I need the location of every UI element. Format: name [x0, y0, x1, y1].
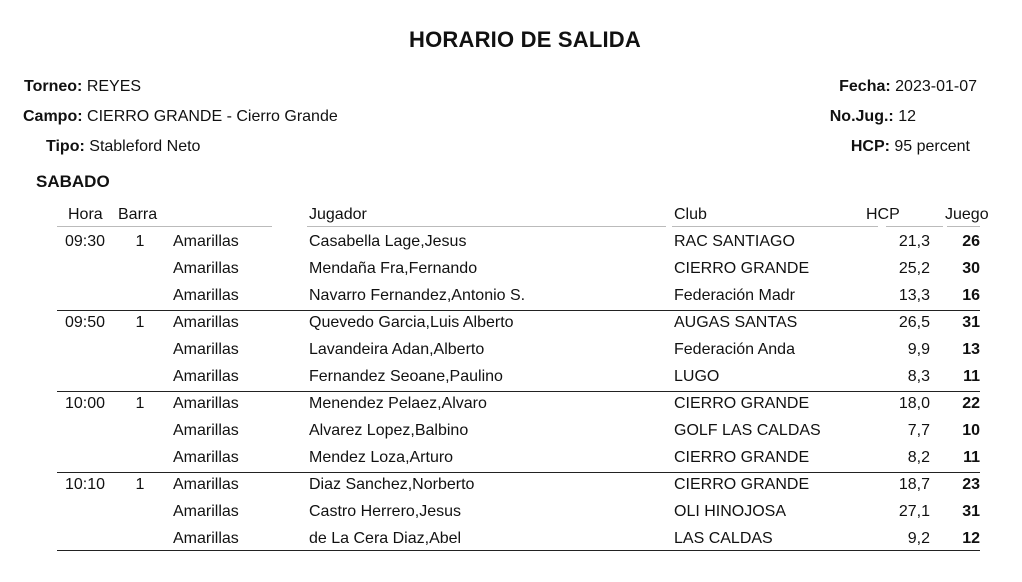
cell-hora: 09:50	[65, 314, 106, 331]
cell-jugador: de La Cera Diaz,Abel	[309, 530, 462, 547]
tipo-value: Stableford Neto	[89, 138, 201, 155]
cell-juego: 31	[962, 314, 980, 331]
table-row	[0, 255, 1022, 282]
cell-juego: 11	[963, 368, 980, 385]
cell-club: CIERRO GRANDE	[674, 395, 810, 412]
fecha-value: 2023-01-07	[895, 78, 977, 95]
table-row	[0, 228, 1022, 255]
fecha-label: Fecha:	[839, 78, 891, 95]
cell-tee: Amarillas	[173, 395, 239, 412]
cell-club: CIERRO GRANDE	[674, 260, 810, 277]
cell-hcp: 7,7	[907, 422, 930, 439]
cell-hcp: 8,3	[907, 368, 930, 385]
header-underline	[672, 226, 878, 227]
table-row	[0, 525, 1022, 552]
campo-label: Campo:	[23, 108, 83, 125]
cell-hcp: 18,7	[898, 476, 930, 493]
cell-jugador: Casabella Lage,Jesus	[309, 233, 467, 250]
campo-value: CIERRO GRANDE - Cierro Grande	[87, 108, 338, 125]
cell-barra: 1	[135, 233, 145, 250]
cell-barra: 1	[135, 476, 145, 493]
cell-hcp: 26,5	[898, 314, 930, 331]
header-underline	[886, 226, 943, 227]
col-jugador: Jugador	[309, 206, 367, 223]
cell-juego: 13	[962, 341, 980, 358]
cell-hcp: 27,1	[898, 503, 930, 520]
cell-juego: 31	[962, 503, 980, 520]
hcp-field	[851, 138, 970, 156]
cell-juego: 23	[962, 476, 980, 493]
cell-tee: Amarillas	[173, 368, 239, 385]
cell-tee: Amarillas	[173, 314, 239, 331]
cell-jugador: Fernandez Seoane,Paulino	[309, 368, 503, 385]
col-club: Club	[674, 206, 707, 223]
table-row	[0, 390, 1022, 417]
cell-hcp: 25,2	[898, 260, 930, 277]
cell-juego: 10	[962, 422, 980, 439]
fecha-field	[839, 78, 977, 96]
cell-hcp: 9,9	[907, 341, 930, 358]
cell-juego: 22	[962, 395, 980, 412]
cell-jugador: Mendaña Fra,Fernando	[309, 260, 478, 277]
cell-club: Federación Anda	[674, 341, 795, 358]
cell-club: CIERRO GRANDE	[674, 449, 810, 466]
cell-jugador: Alvarez Lopez,Balbino	[309, 422, 469, 439]
cell-juego: 12	[962, 530, 980, 547]
day-heading: SABADO	[36, 172, 110, 191]
cell-jugador: Navarro Fernandez,Antonio S.	[309, 287, 526, 304]
torneo-value: REYES	[86, 78, 142, 95]
cell-tee: Amarillas	[173, 422, 239, 439]
campo-field	[23, 108, 338, 126]
hcp-value: 95 percent	[894, 138, 970, 155]
table-row	[0, 363, 1022, 390]
cell-juego: 11	[963, 449, 980, 466]
cell-hcp: 18,0	[898, 395, 930, 412]
cell-juego: 30	[962, 260, 980, 277]
cell-tee: Amarillas	[173, 476, 239, 493]
table-bottom-border	[57, 550, 980, 551]
table-row	[0, 417, 1022, 444]
col-hora: Hora	[68, 206, 103, 223]
cell-club: LUGO	[674, 368, 720, 385]
cell-hcp: 8,2	[907, 449, 930, 466]
cell-club: Federación Madr	[674, 287, 795, 304]
tipo-label: Tipo:	[46, 138, 85, 155]
cell-tee: Amarillas	[173, 341, 239, 358]
cell-tee: Amarillas	[173, 449, 239, 466]
table-row	[0, 282, 1022, 309]
col-juego: Juego	[945, 206, 989, 223]
cell-hora: 10:00	[65, 395, 106, 412]
cell-juego: 26	[962, 233, 980, 250]
cell-hora: 09:30	[65, 233, 106, 250]
table-row	[0, 471, 1022, 498]
cell-tee: Amarillas	[173, 233, 239, 250]
table-row	[0, 309, 1022, 336]
torneo-label: Torneo:	[24, 78, 83, 95]
col-barra: Barra	[118, 206, 158, 223]
header-underline	[947, 226, 980, 227]
col-hcp: HCP	[866, 206, 900, 223]
cell-hcp: 9,2	[907, 530, 930, 547]
cell-club: CIERRO GRANDE	[674, 476, 810, 493]
cell-juego: 16	[962, 287, 980, 304]
nojug-label: No.Jug.:	[829, 108, 894, 125]
cell-barra: 1	[135, 395, 145, 412]
nojug-field	[830, 108, 916, 126]
cell-club: GOLF LAS CALDAS	[674, 422, 821, 439]
cell-club: AUGAS SANTAS	[674, 314, 798, 331]
cell-jugador: Castro Herrero,Jesus	[309, 503, 462, 520]
table-row	[0, 498, 1022, 525]
cell-tee: Amarillas	[173, 503, 239, 520]
cell-club: RAC SANTIAGO	[674, 233, 795, 250]
header-underline	[57, 226, 272, 227]
cell-jugador: Quevedo Garcia,Luis Alberto	[309, 314, 514, 331]
table-row	[0, 444, 1022, 471]
torneo-field	[24, 78, 141, 96]
tipo-field	[46, 138, 200, 156]
cell-hora: 10:10	[65, 476, 106, 493]
cell-jugador: Diaz Sanchez,Norberto	[309, 476, 475, 493]
nojug-value: 12	[898, 108, 916, 125]
cell-tee: Amarillas	[173, 287, 239, 304]
cell-jugador: Lavandeira Adan,Alberto	[309, 341, 485, 358]
table-row	[0, 336, 1022, 363]
cell-club: OLI HINOJOSA	[674, 503, 787, 520]
cell-club: LAS CALDAS	[674, 530, 773, 547]
cell-tee: Amarillas	[173, 530, 239, 547]
hcp-label: HCP:	[850, 138, 890, 155]
header-underline	[307, 226, 666, 227]
cell-jugador: Mendez Loza,Arturo	[309, 449, 454, 466]
cell-hcp: 13,3	[898, 287, 930, 304]
cell-barra: 1	[135, 314, 145, 331]
page-title: HORARIO DE SALIDA	[409, 27, 641, 52]
cell-jugador: Menendez Pelaez,Alvaro	[309, 395, 487, 412]
cell-tee: Amarillas	[173, 260, 239, 277]
cell-hcp: 21,3	[898, 233, 930, 250]
